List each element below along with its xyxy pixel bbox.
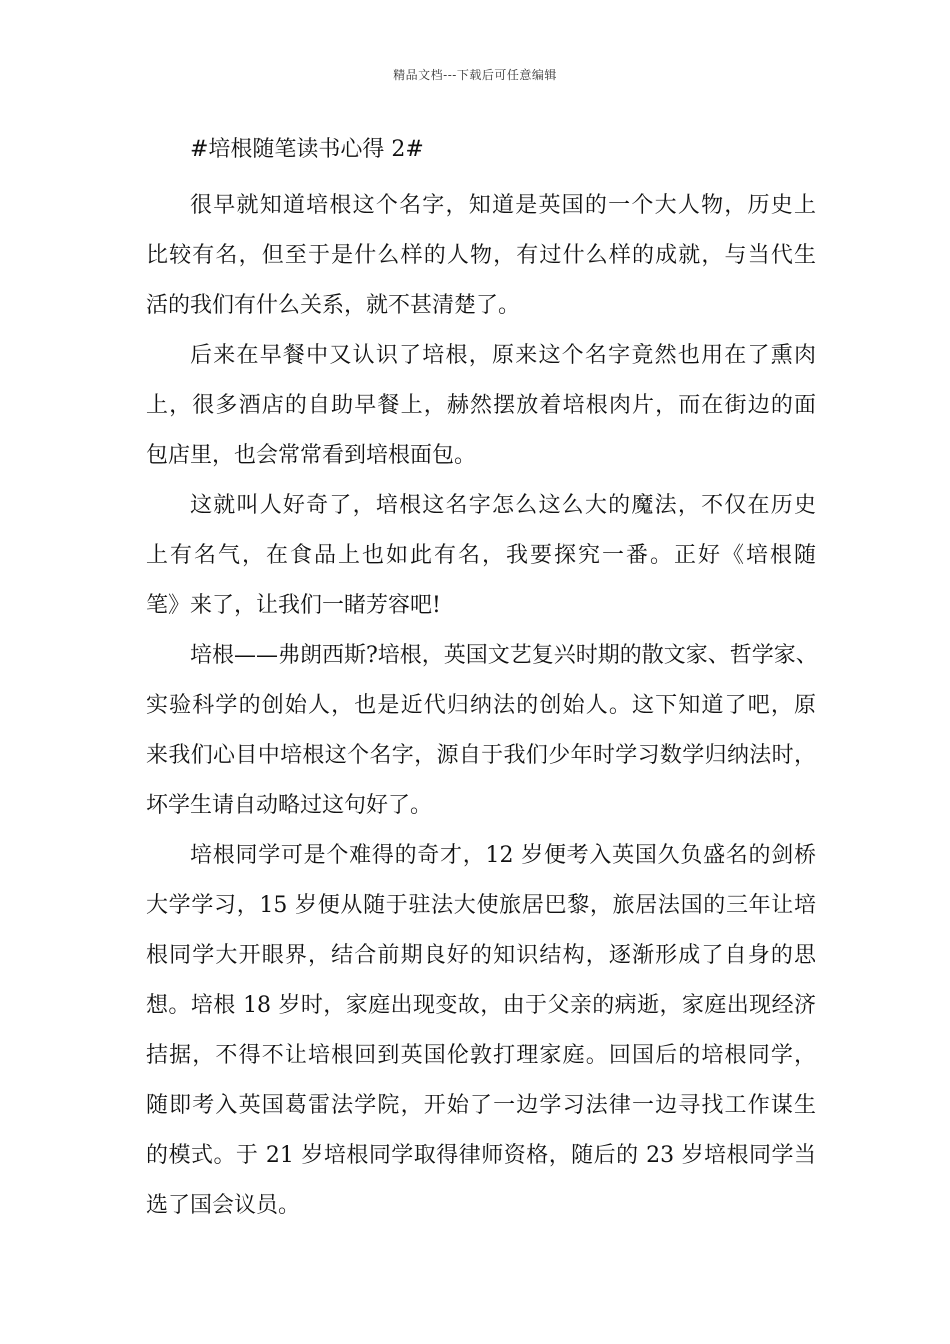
text-line: 上有名气，在食品上也如此有名，我要探究一番。正好《培根随 bbox=[146, 543, 816, 568]
paragraph-1 bbox=[146, 181, 816, 331]
page-header: 精品文档---下载后可任意编辑 bbox=[393, 68, 557, 82]
text-line: 坏学生请自动略过这句好了。 bbox=[146, 793, 433, 818]
text-line: 培根——弗朗西斯?培根，英国文艺复兴时期的散文家、哲学家、 bbox=[190, 643, 818, 668]
text-line: 选了国会议员。 bbox=[146, 1193, 301, 1218]
paragraph-4 bbox=[146, 631, 816, 831]
text-line: 笔》来了，让我们一睹芳容吧! bbox=[146, 593, 441, 618]
text-line: 很早就知道培根这个名字，知道是英国的一个大人物，历史上 bbox=[190, 193, 816, 218]
document-body bbox=[146, 181, 816, 1231]
paragraph-2 bbox=[146, 331, 816, 481]
text-line: 想。培根 18 岁时，家庭出现变故，由于父亲的病逝，家庭出现经济 bbox=[146, 993, 816, 1018]
text-line: 实验科学的创始人，也是近代归纳法的创始人。这下知道了吧，原 bbox=[146, 693, 816, 718]
paragraph-5 bbox=[146, 831, 816, 1231]
text-line: 培根同学可是个难得的奇才，12 岁便考入英国久负盛名的剑桥 bbox=[190, 843, 816, 868]
text-line: 大学学习，15 岁便从随于驻法大使旅居巴黎，旅居法国的三年让培 bbox=[146, 893, 816, 918]
text-line: 活的我们有什么关系，就不甚清楚了。 bbox=[146, 293, 521, 318]
document-title: #培根随笔读书心得 2# bbox=[190, 137, 424, 162]
text-line: 随即考入英国葛雷法学院，开始了一边学习法律一边寻找工作谋生 bbox=[146, 1093, 816, 1118]
text-line: 上，很多酒店的自助早餐上，赫然摆放着培根肉片，而在街边的面 bbox=[146, 393, 816, 418]
text-line: 拮据，不得不让培根回到英国伦敦打理家庭。回国后的培根同学， bbox=[146, 1043, 816, 1068]
paragraph-3 bbox=[146, 481, 816, 631]
text-line: 来我们心目中培根这个名字，源自于我们少年时学习数学归纳法时， bbox=[146, 743, 816, 768]
text-line: 比较有名，但至于是什么样的人物，有过什么样的成就，与当代生 bbox=[146, 243, 816, 268]
text-line: 的模式。于 21 岁培根同学取得律师资格，随后的 23 岁培根同学当 bbox=[146, 1143, 816, 1168]
text-line: 这就叫人好奇了，培根这名字怎么这么大的魔法，不仅在历史 bbox=[190, 493, 816, 518]
text-line: 后来在早餐中又认识了培根，原来这个名字竟然也用在了熏肉 bbox=[190, 343, 816, 368]
text-line: 根同学大开眼界，结合前期良好的知识结构，逐渐形成了自身的思 bbox=[146, 943, 816, 968]
text-line: 包店里，也会常常看到培根面包。 bbox=[146, 443, 477, 468]
